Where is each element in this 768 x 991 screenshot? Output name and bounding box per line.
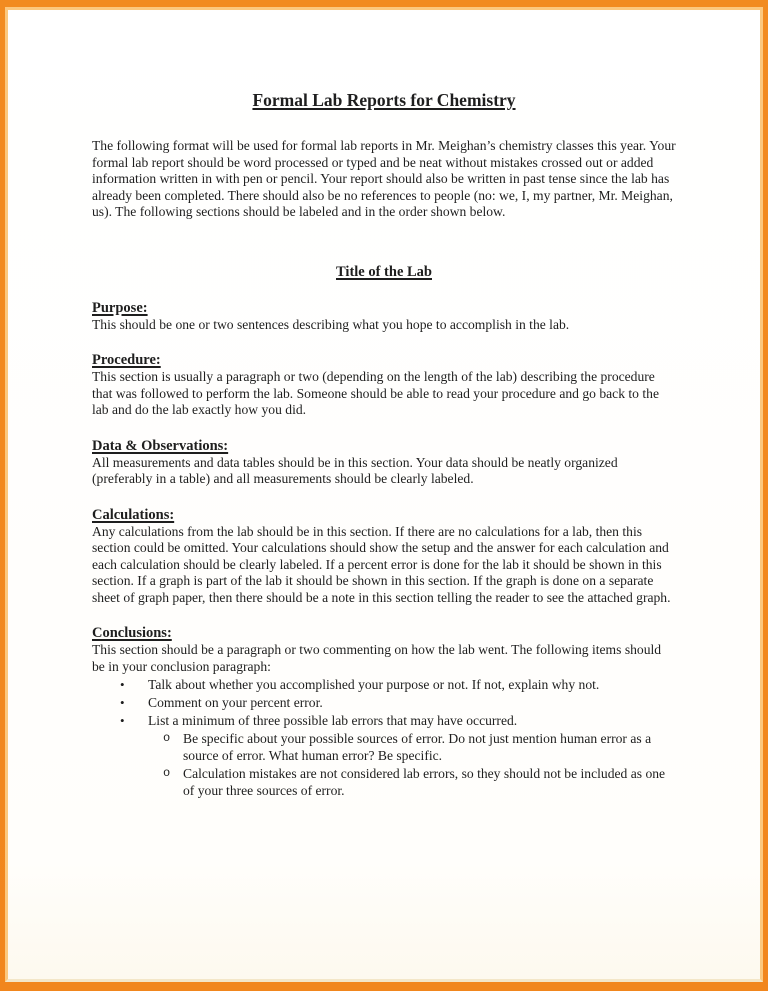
list-item [163,730,676,764]
section-heading-calculations: Calculations: [92,506,175,523]
intro-paragraph: The following format will be used for formal lab reports in Mr. Meighan’s chemistry classes this year. Your formal lab report should be word processed or typed and be neat without mistakes crossed out or added information written in with pen or pencil. Your report should also be written in past tense since the lab has already been completed. There should also be no references to people (no: we, I, my partner, Mr. Meighan, us). The following sections should be labeled and in the order shown below. [92,138,676,219]
circle-bullet-icon: o [163,731,171,745]
section-body-purpose: This should be one or two sentences describing what you hope to accomplish in the lab. [92,316,570,332]
section-body-data-observations: All measurements and data tables should be in this section. Your data should be neatly organized (preferably in a table) and all measurements should be clearly labeled. [92,454,618,486]
circle-bullet-icon: o [163,766,171,780]
bullet-text: Comment on your percent error. [148,695,323,710]
sub-bullet-text: Be specific about your possible sources of error. Do not just mention human error as a source of error. What human error? Be specific. [183,731,652,763]
section-procedure [92,352,676,419]
conclusion-bullet-list [92,676,676,729]
list-item [163,765,676,799]
document-page [5,7,763,982]
list-item [120,712,676,729]
bullet-icon: • [120,677,125,692]
lab-title-subtitle: Title of the Lab [336,263,432,280]
section-body-calculations: Any calculations from the lab should be in this section. If there are no calculations for a lab, then this section could be omitted. Your calculations should show the setup and the answer for each calculation and each calculation should be clearly labeled. If a percent error is done for the lab it should be shown in this section. If a graph is part of the lab it should be shown in this section. If the graph is done on a separate sheet of graph paper, then there should be a note in this section telling the reader to see the attached graph. [92,523,671,605]
section-heading-conclusions: Conclusions: [92,625,172,641]
section-heading-procedure: Procedure: [92,352,161,368]
bullet-text: Talk about whether you accomplished your purpose or not. If not, explain why not. [148,677,600,692]
list-item [120,676,676,693]
section-purpose [92,300,676,334]
section-body-conclusions: This section should be a paragraph or two commenting on how the lab went. The following items should be in your conclusion paragraph: [92,642,662,674]
bullet-icon: • [120,695,125,710]
section-data-observations [92,438,676,488]
section-conclusions [92,625,676,799]
section-heading-data-observations: Data & Observations: [92,437,229,454]
section-heading-purpose: Purpose: [92,299,148,316]
bullet-icon: • [120,713,125,728]
list-item [120,694,676,711]
conclusion-sub-bullet-list [92,730,676,799]
bullet-text: List a minimum of three possible lab errors that may have occurred. [148,713,518,728]
document-title: Formal Lab Reports for Chemistry [252,90,516,110]
section-body-procedure: This section is usually a paragraph or two (depending on the length of the lab) describing the procedure that was followed to perform the lab. Someone should be able to read your procedure and go back to the lab and do the lab exactly how you did. [92,369,659,417]
sub-bullet-text: Calculation mistakes are not considered lab errors, so they should not be included as one of your three sources of error. [183,766,666,798]
section-calculations [92,507,676,607]
